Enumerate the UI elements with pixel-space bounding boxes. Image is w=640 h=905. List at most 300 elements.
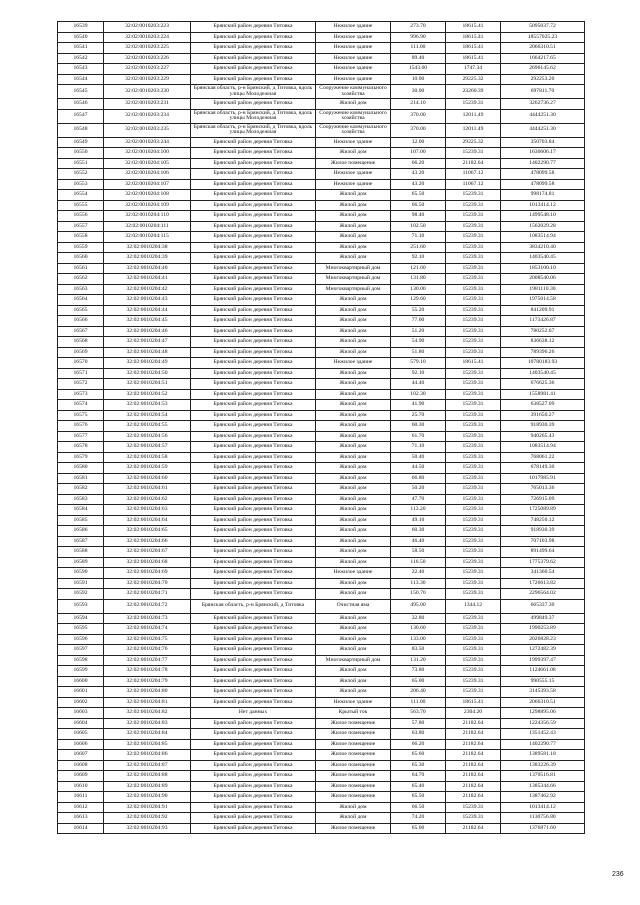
cell-cadastral-value: 18557025.23: [501, 32, 585, 43]
cell-area: 41.90: [391, 400, 446, 411]
cell-specific-value: 15239.31: [446, 452, 501, 463]
cell-object-type: Нежилое здание: [316, 358, 391, 369]
cell-row-number: 16559: [58, 242, 104, 253]
cell-cadastral-number: 32:02:0010204:100: [104, 148, 191, 159]
cell-cadastral-value: 918930.39: [501, 421, 585, 432]
cell-cadastral-number: 32:02:0010204:91: [104, 802, 191, 813]
cell-row-number: 16558: [58, 232, 104, 243]
cell-cadastral-value: 4444251.30: [501, 123, 585, 137]
cell-row-number: 16588: [58, 547, 104, 558]
cell-row-number: 16552: [58, 169, 104, 180]
cell-area: 49.10: [391, 515, 446, 526]
cell-area: 66.80: [391, 473, 446, 484]
cell-cadastral-number: 32:02:0010204:38: [104, 242, 191, 253]
cell-object-type: Жилой дом: [316, 634, 391, 645]
table-row: [58, 634, 585, 645]
cell-cadastral-value: 1853100.10: [501, 263, 585, 274]
table-row: [58, 536, 585, 547]
cell-specific-value: 15239.31: [446, 400, 501, 411]
cell-row-number: 16581: [58, 473, 104, 484]
cell-area: 43.20: [391, 179, 446, 190]
cell-row-number: 16589: [58, 557, 104, 568]
cell-row-number: 16566: [58, 316, 104, 327]
cell-object-type: Жилой дом: [316, 505, 391, 516]
cell-specific-value: 15239.31: [446, 253, 501, 264]
cell-specific-value: 15239.31: [446, 99, 501, 110]
cell-specific-value: 15239.31: [446, 305, 501, 316]
cell-address: Брянский район деревня Титовка: [191, 379, 316, 390]
cell-specific-value: 15239.31: [446, 536, 501, 547]
cell-row-number: 16543: [58, 64, 104, 75]
cell-object-type: Жилой дом: [316, 526, 391, 537]
table-row: [58, 729, 585, 740]
cell-address: Брянский район деревня Титовка: [191, 53, 316, 64]
cell-specific-value: 15239.31: [446, 274, 501, 285]
cell-cadastral-value: 3145393.58: [501, 687, 585, 698]
cell-cadastral-number: 32:02:0010204:77: [104, 655, 191, 666]
cell-address: Брянский район деревня Титовка: [191, 771, 316, 782]
cell-object-type: Многоквартирный дом: [316, 274, 391, 285]
cell-address: Брянский район деревня Титовка: [191, 578, 316, 589]
cell-area: 54.90: [391, 337, 446, 348]
cell-cadastral-value: 1083514.94: [501, 232, 585, 243]
table-row: [58, 169, 585, 180]
cell-object-type: Жилой дом: [316, 645, 391, 656]
cell-area: 57.80: [391, 718, 446, 729]
cell-cadastral-number: 32:02:0010204:54: [104, 410, 191, 421]
cell-cadastral-value: 1272482.39: [501, 645, 585, 656]
cell-specific-value: 15239.31: [446, 442, 501, 453]
cell-object-type: Очистная яма: [316, 599, 391, 613]
cell-row-number: 16577: [58, 431, 104, 442]
cell-row-number: 16584: [58, 505, 104, 516]
cell-area: 30.00: [391, 85, 446, 99]
cell-row-number: 16572: [58, 379, 104, 390]
cell-row-number: 16549: [58, 137, 104, 148]
cell-cadastral-number: 32:02:0010204:44: [104, 305, 191, 316]
cell-specific-value: 1344.12: [446, 599, 501, 613]
cell-cadastral-value: 1385344.66: [501, 781, 585, 792]
cell-address: Брянский район деревня Титовка: [191, 316, 316, 327]
cell-area: 370.00: [391, 123, 446, 137]
cell-area: 71.10: [391, 442, 446, 453]
cell-specific-value: 15239.31: [446, 813, 501, 824]
table-row: [58, 823, 585, 834]
table-row: [58, 43, 585, 54]
cell-cadastral-value: 940265.43: [501, 431, 585, 442]
cell-address: Брянский район деревня Титовка: [191, 463, 316, 474]
cell-address: Брянский район деревня Титовка: [191, 802, 316, 813]
table-row: [58, 463, 585, 474]
cell-cadastral-value: 1083514.94: [501, 442, 585, 453]
table-row: [58, 421, 585, 432]
cell-object-type: Жилой дом: [316, 536, 391, 547]
cell-area: 214.10: [391, 99, 446, 110]
cell-cadastral-number: 32:02:0010204:52: [104, 389, 191, 400]
cell-specific-value: 15239.31: [446, 473, 501, 484]
cell-area: 563.70: [391, 708, 446, 719]
cell-cadastral-number: 32:02:0010204:83: [104, 718, 191, 729]
cell-cadastral-number: 32:02:0010204:93: [104, 823, 191, 834]
table-row: [58, 792, 585, 803]
cell-row-number: 16550: [58, 148, 104, 159]
cell-object-type: Жилой дом: [316, 305, 391, 316]
cell-row-number: 16556: [58, 211, 104, 222]
cell-address: Брянский район деревня Титовка: [191, 295, 316, 306]
cell-address: Брянский район деревня Титовка: [191, 697, 316, 708]
cell-address: Брянский район деревня Титовка: [191, 169, 316, 180]
cell-specific-value: 15239.31: [446, 347, 501, 358]
cell-row-number: 16542: [58, 53, 104, 64]
table-row: [58, 781, 585, 792]
cell-row-number: 16608: [58, 760, 104, 771]
cell-address: Брянский район деревня Титовка: [191, 536, 316, 547]
cell-specific-value: 15239.31: [446, 295, 501, 306]
cell-object-type: Жилой дом: [316, 379, 391, 390]
cell-cadastral-number: 32:02:0010204:90: [104, 792, 191, 803]
cell-row-number: 16563: [58, 284, 104, 295]
cell-area: 60.30: [391, 421, 446, 432]
table-row: [58, 452, 585, 463]
cell-specific-value: 15239.31: [446, 221, 501, 232]
cell-area: 65.40: [391, 781, 446, 792]
cell-object-type: Жилой дом: [316, 613, 391, 624]
cell-object-type: Жилое помещение: [316, 781, 391, 792]
table-row: [58, 190, 585, 201]
cell-area: 32.80: [391, 613, 446, 624]
cell-object-type: Жилой дом: [316, 148, 391, 159]
cell-address: Брянский район деревня Титовка: [191, 400, 316, 411]
cell-cadastral-value: 2008540.06: [501, 274, 585, 285]
table-row: [58, 442, 585, 453]
cell-cadastral-value: 1389581.18: [501, 750, 585, 761]
cell-cadastral-value: 1173426.87: [501, 316, 585, 327]
cell-area: 579.10: [391, 358, 446, 369]
cell-row-number: 16567: [58, 326, 104, 337]
cell-specific-value: 15239.31: [446, 148, 501, 159]
cell-object-type: Сооружение коммунального хозяйства: [316, 123, 391, 137]
table-row: [58, 22, 585, 33]
cell-area: 51.20: [391, 326, 446, 337]
cell-area: 71.10: [391, 232, 446, 243]
cell-object-type: Жилой дом: [316, 624, 391, 635]
cell-specific-value: 15239.31: [446, 379, 501, 390]
cell-row-number: 16569: [58, 347, 104, 358]
table-row: [58, 526, 585, 537]
cell-address: Брянский район деревня Титовка: [191, 589, 316, 600]
cell-cadastral-value: 1975014.58: [501, 295, 585, 306]
table-row: [58, 32, 585, 43]
cell-row-number: 16554: [58, 190, 104, 201]
cell-object-type: Нежилое здание: [316, 697, 391, 708]
cell-row-number: 16582: [58, 484, 104, 495]
cell-address: Брянский район деревня Титовка: [191, 368, 316, 379]
cell-object-type: Жилой дом: [316, 389, 391, 400]
cell-specific-value: 18615.41: [446, 697, 501, 708]
cell-cadastral-value: 1402290.77: [501, 158, 585, 169]
cell-cadastral-value: 841209.91: [501, 305, 585, 316]
cell-row-number: 16611: [58, 792, 104, 803]
cell-address: Брянский район деревня Титовка: [191, 473, 316, 484]
cell-address: Брянский район деревня Титовка: [191, 179, 316, 190]
cell-specific-value: 15239.31: [446, 200, 501, 211]
table-row: [58, 232, 585, 243]
cell-cadastral-value: 1499548.10: [501, 211, 585, 222]
cell-address: Брянский район деревня Титовка: [191, 687, 316, 698]
cell-area: 111.00: [391, 697, 446, 708]
table-row: [58, 676, 585, 687]
cell-cadastral-value: 478099.58: [501, 169, 585, 180]
cell-row-number: 16544: [58, 74, 104, 85]
cell-cadastral-number: 32:02:0010204:78: [104, 666, 191, 677]
cell-cadastral-number: 32:02:0010203:235: [104, 123, 191, 137]
table-row: [58, 109, 585, 123]
cell-row-number: 16547: [58, 109, 104, 123]
cell-specific-value: 15239.31: [446, 613, 501, 624]
cell-row-number: 16579: [58, 452, 104, 463]
cell-cadastral-value: 1013414.12: [501, 200, 585, 211]
table-row: [58, 739, 585, 750]
cell-row-number: 16575: [58, 410, 104, 421]
cell-address: Брянский район деревня Титовка: [191, 64, 316, 75]
cell-object-type: Жилой дом: [316, 190, 391, 201]
cell-specific-value: 18615.41: [446, 43, 501, 54]
cell-cadastral-number: 32:02:0010204:81: [104, 697, 191, 708]
cell-object-type: Жилой дом: [316, 494, 391, 505]
cell-row-number: 16609: [58, 771, 104, 782]
cell-specific-value: 15239.31: [446, 526, 501, 537]
table-row: [58, 221, 585, 232]
cell-specific-value: 12011.49: [446, 123, 501, 137]
cell-specific-value: 15239.31: [446, 568, 501, 579]
cell-object-type: Многоквартирный дом: [316, 263, 391, 274]
cell-area: 60.30: [391, 526, 446, 537]
cell-object-type: Жилое помещение: [316, 729, 391, 740]
cell-specific-value: 18615.41: [446, 53, 501, 64]
cell-cadastral-value: 665337.30: [501, 599, 585, 613]
cell-object-type: Сооружение коммунального хозяйства: [316, 109, 391, 123]
cell-area: 47.70: [391, 494, 446, 505]
cell-row-number: 16564: [58, 295, 104, 306]
cell-object-type: Жилой дом: [316, 295, 391, 306]
table-row: [58, 305, 585, 316]
cell-row-number: 16540: [58, 32, 104, 43]
cell-specific-value: 15239.31: [446, 547, 501, 558]
cell-cadastral-number: 32:02:0010203:230: [104, 85, 191, 99]
cell-specific-value: 18615.41: [446, 32, 501, 43]
cell-object-type: Жилой дом: [316, 463, 391, 474]
cell-address: Брянский район деревня Титовка: [191, 347, 316, 358]
cell-address: Брянский район деревня Титовка: [191, 274, 316, 285]
cell-area: 43.20: [391, 169, 446, 180]
cell-row-number: 16597: [58, 645, 104, 656]
table-row: [58, 347, 585, 358]
cell-cadastral-number: 32:02:0010204:43: [104, 295, 191, 306]
cell-address: Брянский район деревня Титовка: [191, 211, 316, 222]
cell-object-type: Сооружение коммунального хозяйства: [316, 85, 391, 99]
cell-cadastral-number: 32:02:0010204:60: [104, 473, 191, 484]
cell-object-type: Жилой дом: [316, 253, 391, 264]
cell-cadastral-number: 32:02:0010204:40: [104, 263, 191, 274]
table-row: [58, 494, 585, 505]
cell-row-number: 16585: [58, 515, 104, 526]
cell-address: Брянская область, р-н Брянский, д Титовка, вдоль улицы Молодежная: [191, 123, 316, 137]
cell-object-type: Жилой дом: [316, 666, 391, 677]
cell-address: Брянский район деревня Титовка: [191, 326, 316, 337]
cell-cadastral-number: 32:02:0010204:55: [104, 421, 191, 432]
table-row: [58, 708, 585, 719]
cell-cadastral-value: 350703.84: [501, 137, 585, 148]
cell-cadastral-number: 32:02:0010204:53: [104, 400, 191, 411]
cell-cadastral-value: 836638.12: [501, 337, 585, 348]
cell-object-type: Жилое помещение: [316, 771, 391, 782]
cell-row-number: 16576: [58, 421, 104, 432]
cell-cadastral-number: 32:02:0010204:59: [104, 463, 191, 474]
cell-row-number: 16598: [58, 655, 104, 666]
cell-specific-value: 15239.31: [446, 484, 501, 495]
cell-address: Брянский район деревня Титовка: [191, 22, 316, 33]
cell-cadastral-number: 32:02:0010204:82: [104, 708, 191, 719]
cell-cadastral-number: 32:02:0010204:39: [104, 253, 191, 264]
cell-cadastral-number: 32:02:0010204:105: [104, 158, 191, 169]
cell-address: Брянский район деревня Титовка: [191, 547, 316, 558]
cell-specific-value: 15239.31: [446, 389, 501, 400]
table-row: [58, 718, 585, 729]
cell-address: Брянский район деревня Титовка: [191, 645, 316, 656]
cell-area: 131.20: [391, 655, 446, 666]
cell-address: Брянский район деревня Титовка: [191, 823, 316, 834]
table-row: [58, 253, 585, 264]
cell-cadastral-number: 32:02:0010204:79: [104, 676, 191, 687]
cell-object-type: Многоквартирный дом: [316, 284, 391, 295]
cell-row-number: 16590: [58, 568, 104, 579]
table-row: [58, 697, 585, 708]
cell-address: Брянский район деревня Титовка: [191, 624, 316, 635]
cell-cadastral-value: 990555.15: [501, 676, 585, 687]
cell-cadastral-number: 32:02:0010204:111: [104, 221, 191, 232]
table-row: [58, 547, 585, 558]
cell-object-type: Жилой дом: [316, 400, 391, 411]
cell-address: Брянский район деревня Титовка: [191, 557, 316, 568]
cell-area: 133.00: [391, 634, 446, 645]
cell-specific-value: 15239.31: [446, 316, 501, 327]
table-row: [58, 263, 585, 274]
table-row: [58, 557, 585, 568]
cell-specific-value: 21182.64: [446, 750, 501, 761]
cell-cadastral-value: 4444251.30: [501, 109, 585, 123]
cell-address: Брянский район деревня Титовка: [191, 781, 316, 792]
cell-area: 10.00: [391, 74, 446, 85]
cell-row-number: 16607: [58, 750, 104, 761]
cell-cadastral-number: 32:02:0010204:61: [104, 484, 191, 495]
table-row: [58, 578, 585, 589]
cell-address: Брянский район деревня Титовка: [191, 74, 316, 85]
table-row: [58, 158, 585, 169]
cell-cadastral-value: 2066310.51: [501, 697, 585, 708]
cell-cadastral-number: 32:02:0010204:58: [104, 452, 191, 463]
table-row: [58, 337, 585, 348]
cell-specific-value: 15239.31: [446, 421, 501, 432]
cell-cadastral-value: 1726613.82: [501, 578, 585, 589]
cell-area: 98.40: [391, 211, 446, 222]
cell-address: Брянский район деревня Титовка: [191, 232, 316, 243]
cell-object-type: Жилой дом: [316, 813, 391, 824]
cell-address: Брянский район деревня Титовка: [191, 666, 316, 677]
table-row: [58, 599, 585, 613]
cell-specific-value: 15239.31: [446, 634, 501, 645]
cell-specific-value: 15239.31: [446, 211, 501, 222]
cell-area: 150.70: [391, 589, 446, 600]
cell-cadastral-value: 1403540.45: [501, 253, 585, 264]
table-row: [58, 85, 585, 99]
cell-area: 65.00: [391, 823, 446, 834]
cell-area: 116.50: [391, 557, 446, 568]
cell-cadastral-number: 32:02:0010204:76: [104, 645, 191, 656]
cell-object-type: Жилой дом: [316, 200, 391, 211]
cell-cadastral-number: 32:02:0010204:89: [104, 781, 191, 792]
cell-address: Брянский район деревня Титовка: [191, 484, 316, 495]
table-row: [58, 645, 585, 656]
cell-cadastral-number: 32:02:0010204:109: [104, 200, 191, 211]
table-row: [58, 410, 585, 421]
cell-cadastral-value: 2066310.51: [501, 43, 585, 54]
cell-row-number: 16592: [58, 589, 104, 600]
table-row: [58, 613, 585, 624]
cell-cadastral-number: 32:02:0010204:47: [104, 337, 191, 348]
cell-row-number: 16612: [58, 802, 104, 813]
cell-address: Брянский район деревня Титовка: [191, 568, 316, 579]
table-row: [58, 200, 585, 211]
cell-cadastral-number: 32:02:0010204:49: [104, 358, 191, 369]
cell-row-number: 16551: [58, 158, 104, 169]
cell-address: Брянский район деревня Титовка: [191, 389, 316, 400]
cell-area: 273.70: [391, 22, 446, 33]
cell-row-number: 16565: [58, 305, 104, 316]
cell-cadastral-value: 341360.54: [501, 568, 585, 579]
cell-specific-value: 15239.31: [446, 515, 501, 526]
cell-object-type: Жилой дом: [316, 410, 391, 421]
cell-cadastral-number: 32:02:0010204:65: [104, 526, 191, 537]
cell-cadastral-number: 32:02:0010204:64: [104, 515, 191, 526]
cell-cadastral-number: 32:02:0010203:234: [104, 109, 191, 123]
cell-cadastral-number: 32:02:0010204:69: [104, 568, 191, 579]
cell-address: Брянская область, р-н Брянский, д Титовка, вдоль улицы Молодежная: [191, 109, 316, 123]
cell-cadastral-value: 1387462.92: [501, 792, 585, 803]
cell-address: Брянский район деревня Титовка: [191, 148, 316, 159]
cell-object-type: Жилой дом: [316, 442, 391, 453]
table-row: [58, 400, 585, 411]
cell-specific-value: 15239.31: [446, 666, 501, 677]
cell-cadastral-value: 998174.81: [501, 190, 585, 201]
cell-row-number: 16548: [58, 123, 104, 137]
cell-address: Брянский район деревня Титовка: [191, 739, 316, 750]
cell-specific-value: 29225.32: [446, 74, 501, 85]
cell-address: Брянский район деревня Титовка: [191, 729, 316, 740]
table-body: [58, 22, 585, 834]
cell-address: Брянский район деревня Титовка: [191, 718, 316, 729]
cell-object-type: Крытый ток: [316, 708, 391, 719]
cell-row-number: 16557: [58, 221, 104, 232]
cell-area: 65.50: [391, 190, 446, 201]
cell-cadastral-value: 1351452.43: [501, 729, 585, 740]
cell-object-type: Нежилое здание: [316, 22, 391, 33]
cell-cadastral-number: 32:02:0010204:75: [104, 634, 191, 645]
cell-specific-value: 15239.31: [446, 337, 501, 348]
cell-object-type: Жилой дом: [316, 578, 391, 589]
cell-address: Брянский район деревня Титовка: [191, 32, 316, 43]
cell-cadastral-number: 32:02:0010204:46: [104, 326, 191, 337]
cell-cadastral-number: 32:02:0010204:108: [104, 190, 191, 201]
